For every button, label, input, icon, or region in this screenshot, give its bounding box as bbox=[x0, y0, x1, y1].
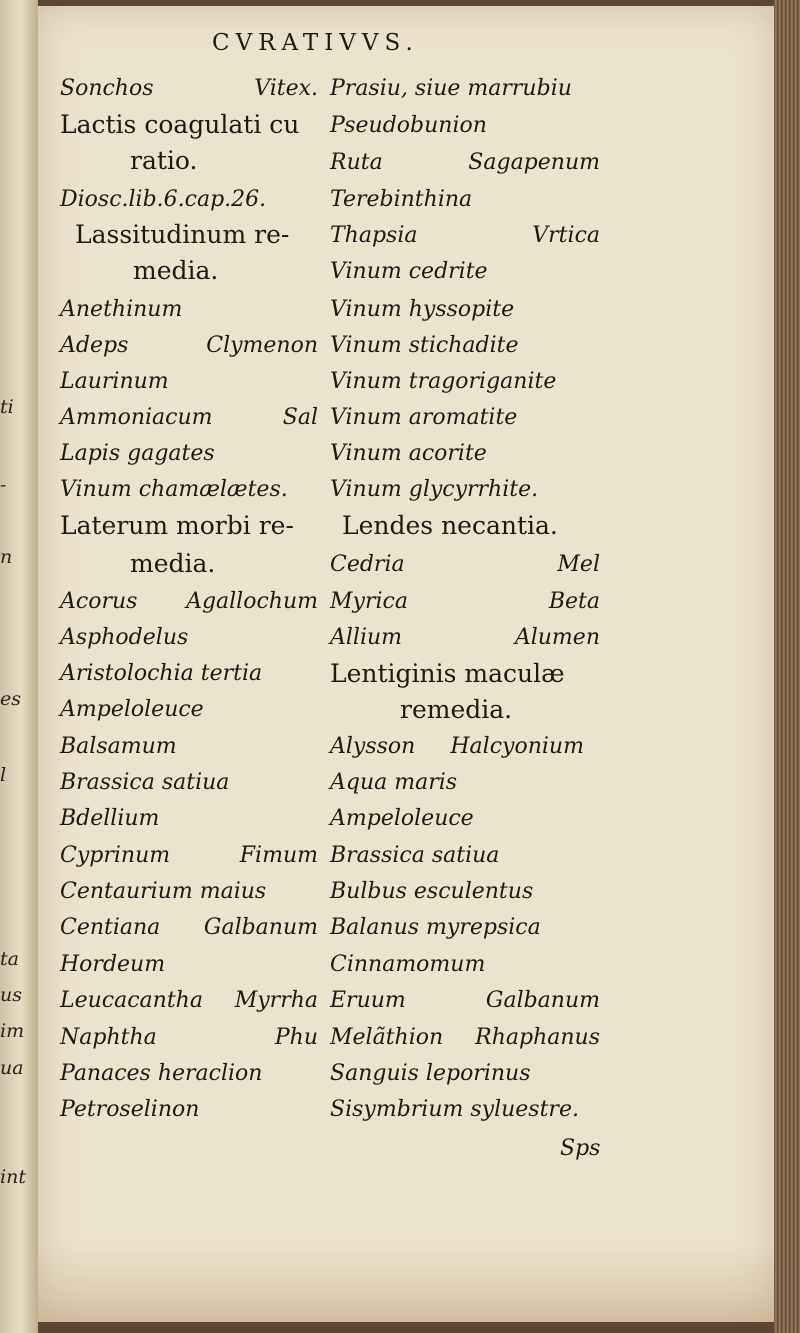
entry-term: Sal bbox=[282, 405, 318, 430]
list-item bbox=[330, 1025, 600, 1050]
list-item bbox=[60, 76, 318, 101]
list-item: Vinum hyssopite bbox=[330, 297, 515, 322]
entry-term: Galbanum bbox=[485, 988, 600, 1013]
list-item: Aristolochia tertia bbox=[60, 661, 263, 686]
list-item: Anethinum bbox=[60, 297, 183, 322]
entry-term: Alysson bbox=[330, 734, 416, 759]
entry-term: Acorus bbox=[60, 589, 138, 614]
entry-term: Myrica bbox=[330, 589, 408, 614]
facing-page-edge bbox=[0, 0, 38, 1333]
entry-term: Sonchos bbox=[60, 76, 154, 101]
list-item: Vinum stichadite bbox=[330, 333, 519, 358]
section-heading: Lendes necantia. bbox=[342, 511, 558, 540]
entry-term: Naphtha bbox=[60, 1025, 157, 1050]
source-reference: Diosc.lib.6.cap.26. bbox=[60, 187, 267, 212]
list-item: Laurinum bbox=[60, 369, 169, 394]
list-item: Asphodelus bbox=[60, 625, 189, 650]
section-heading: ratio. bbox=[130, 146, 198, 175]
list-item bbox=[60, 915, 318, 940]
list-item bbox=[330, 589, 600, 614]
list-item bbox=[330, 988, 600, 1013]
list-item bbox=[330, 734, 600, 759]
list-item: Aqua maris bbox=[330, 770, 458, 795]
list-item: Panaces heraclion bbox=[60, 1061, 263, 1086]
entry-term: Agallochum bbox=[186, 589, 318, 614]
list-item bbox=[330, 625, 600, 650]
catchword: Sps bbox=[560, 1136, 601, 1161]
entry-term: Vrtica bbox=[532, 223, 600, 248]
list-item bbox=[330, 150, 600, 175]
entry-term: Phu bbox=[274, 1025, 318, 1050]
margin-fragment: ti bbox=[0, 396, 14, 418]
section-heading: media. bbox=[133, 256, 219, 285]
margin-fragment: im bbox=[0, 1020, 25, 1042]
list-item: Ampeloleuce bbox=[60, 697, 204, 722]
entry-term: Alumen bbox=[514, 625, 600, 650]
list-item: Balsamum bbox=[60, 734, 177, 759]
entry-term: Rhaphanus bbox=[475, 1025, 600, 1050]
list-item: Vinum aromatite bbox=[330, 405, 518, 430]
margin-fragment: es bbox=[0, 688, 21, 710]
entry-term: Ruta bbox=[330, 150, 383, 175]
entry-term: Cedria bbox=[330, 552, 405, 577]
paper-stain bbox=[38, 1240, 774, 1322]
section-heading: Lactis coagulati cu bbox=[60, 110, 300, 139]
page-block-edge bbox=[774, 0, 800, 1333]
list-item bbox=[60, 988, 318, 1013]
entry-term: Cyprinum bbox=[60, 843, 171, 868]
list-item: Terebinthina bbox=[330, 187, 473, 212]
entry-term: Mel bbox=[557, 552, 600, 577]
list-item: Centaurium maius bbox=[60, 879, 267, 904]
section-heading: Lassitudinum re- bbox=[75, 220, 290, 249]
section-heading: media. bbox=[130, 549, 216, 578]
entry-term: Sagapenum bbox=[468, 150, 600, 175]
entry-term: Fimum bbox=[239, 843, 318, 868]
list-item: Petroselinon bbox=[60, 1097, 200, 1122]
list-item bbox=[60, 843, 318, 868]
entry-term: Melãthion bbox=[330, 1025, 444, 1050]
list-item: Brassica satiua bbox=[330, 843, 500, 868]
margin-fragment: l bbox=[0, 764, 7, 786]
entry-term: Eruum bbox=[330, 988, 406, 1013]
list-item: Cinnamomum bbox=[330, 952, 486, 977]
entry-term: Allium bbox=[330, 625, 403, 650]
list-item: Balanus myrepsica bbox=[330, 915, 541, 940]
section-heading: Lentiginis maculæ bbox=[330, 659, 565, 688]
entry-term: Thapsia bbox=[330, 223, 418, 248]
entry-term: Vitex. bbox=[254, 76, 318, 101]
section-heading: remedia. bbox=[400, 695, 513, 724]
list-item bbox=[330, 552, 600, 577]
entry-term: Clymenon bbox=[206, 333, 318, 358]
running-head: CVRATIVVS. bbox=[212, 30, 419, 56]
entry-term: Beta bbox=[548, 589, 600, 614]
list-item: Vinum chamælætes. bbox=[60, 477, 288, 502]
list-item: Vinum glycyrrhite. bbox=[330, 477, 539, 502]
list-item: Lapis gagates bbox=[60, 441, 215, 466]
list-item bbox=[330, 223, 600, 248]
list-item: Ampeloleuce bbox=[330, 806, 474, 831]
list-item bbox=[60, 1025, 318, 1050]
list-item: Brassica satiua bbox=[60, 770, 230, 795]
margin-fragment: n bbox=[0, 546, 13, 568]
list-item bbox=[60, 333, 318, 358]
entry-term: Myrrha bbox=[234, 988, 318, 1013]
list-item bbox=[60, 589, 318, 614]
entry-term: Adeps bbox=[60, 333, 129, 358]
list-item: Vinum acorite bbox=[330, 441, 487, 466]
list-item: Bdellium bbox=[60, 806, 160, 831]
entry-term: Leucacantha bbox=[60, 988, 203, 1013]
list-item: Pseudobunion bbox=[330, 113, 487, 138]
margin-fragment: ua bbox=[0, 1057, 24, 1079]
entry-term: Halcyonium bbox=[450, 734, 584, 759]
entry-term: Ammoniacum bbox=[60, 405, 213, 430]
list-item: Vinum tragoriganite bbox=[330, 369, 557, 394]
list-item: Sisymbrium syluestre. bbox=[330, 1097, 579, 1122]
list-item: Prasiu, siue marrubiu bbox=[330, 76, 572, 101]
margin-fragment: ta bbox=[0, 948, 19, 970]
section-heading: Laterum morbi re- bbox=[60, 511, 294, 540]
list-item: Vinum cedrite bbox=[330, 259, 488, 284]
list-item bbox=[60, 405, 318, 430]
margin-fragment: - bbox=[0, 474, 7, 496]
list-item: Hordeum bbox=[60, 952, 166, 977]
entry-term: Galbanum bbox=[203, 915, 318, 940]
list-item: Sanguis leporinus bbox=[330, 1061, 531, 1086]
entry-term: Centiana bbox=[60, 915, 161, 940]
margin-fragment: int bbox=[0, 1166, 26, 1188]
margin-fragment: us bbox=[0, 984, 22, 1006]
list-item: Bulbus esculentus bbox=[330, 879, 534, 904]
